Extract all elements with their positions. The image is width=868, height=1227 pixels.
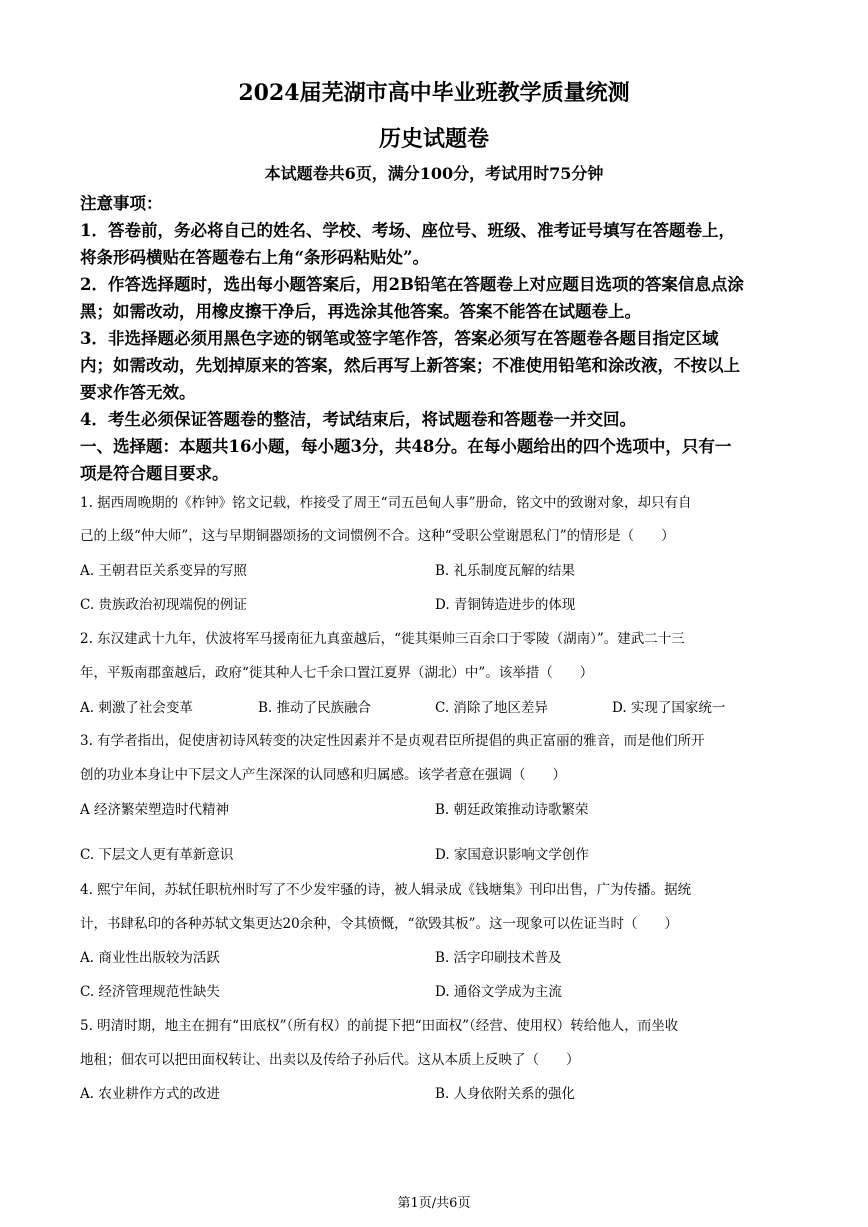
notice-line: 1．答卷前，务必将自己的姓名、学校、考场、座位号、班级、准考证号填写在答题卷上， [80, 221, 735, 240]
question-2-stem-line1: 2. 东汉建武十九年，伏波将军马援南征九真蛮越后，“徙其渠帅三百余口于零陵（湖南）”。建武二十三 [80, 631, 685, 647]
question-4-option-c[interactable]: C. 经济管理规范性缺失 [80, 984, 220, 1000]
exam-subtitle: 历史试题卷 [378, 126, 489, 152]
question-1-option-b[interactable]: B. 礼乐制度瓦解的结果 [435, 563, 576, 579]
notice-line: 内；如需改动，先划掉原来的答案，然后再写上新答案；不准使用铅笔和涂改液，不按以上 [80, 356, 740, 375]
question-5-stem-line2: 地租；佃农可以把田面权转让、出卖以及传给子孙后代。这从本质上反映了（ ） [80, 1052, 580, 1068]
notice-line: 要求作答无效。 [80, 383, 196, 402]
question-4-stem-line2: 计，书肆私印的各种苏轼文集更达20余种，令其愤慨，“欲毁其板”。这一现象可以佐证当时（ ） [80, 916, 678, 932]
notice-line: 3．非选择题必须用黑色字迹的钢笔或签字笔作答，答案必须写在答题卷各题目指定区域 [80, 329, 719, 348]
section-heading-line2: 项是符合题目要求。 [80, 464, 229, 483]
question-3-stem-line2: 创的功业本身让中下层文人产生深深的认同感和归属感。该学者意在强调（ ） [80, 767, 566, 783]
notice-line: 将条形码横贴在答题卷右上角“条形码粘贴处”。 [80, 248, 429, 267]
question-5-option-b[interactable]: B. 人身依附关系的强化 [435, 1086, 576, 1102]
question-1-option-a[interactable]: A. 王朝君臣关系变异的写照 [80, 563, 247, 579]
question-4-stem-line1: 4. 熙宁年间，苏轼任职杭州时写了不少发牢骚的诗，被人辑录成《钱塘集》刊印出售，广为传播。据统 [80, 882, 692, 898]
question-4-option-a[interactable]: A. 商业性出版较为活跃 [80, 950, 220, 966]
question-5-stem-line1: 5. 明清时期，地主在拥有“田底权”（所有权）的前提下把“田面权”（经营、使用权）转给他人，而坐收 [80, 1018, 679, 1034]
notice-line: 4．考生必须保证答题卷的整洁，考试结束后，将试题卷和答题卷一并交回。 [80, 410, 636, 429]
question-1-option-d[interactable]: D. 青铜铸造进步的体现 [435, 597, 576, 613]
question-1-stem-line2: 己的上级“仲大师”，这与早期铜器颂扬的文词惯例不合。这种“受职公堂谢恩私门”的情形是（ ） [80, 528, 675, 544]
question-3-option-b[interactable]: B. 朝廷政策推动诗歌繁荣 [435, 802, 589, 818]
question-2-option-d[interactable]: D. 实现了国家统一 [612, 700, 726, 716]
question-3-option-a[interactable]: A 经济繁荣塑造时代精神 [80, 802, 230, 818]
question-4-option-d[interactable]: D. 通俗文学成为主流 [435, 984, 562, 1000]
exam-info: 本试题卷共6页，满分100分，考试用时75分钟 [264, 164, 604, 183]
question-2-option-b[interactable]: B. 推动了民族融合 [258, 700, 372, 716]
section-heading-line1: 一、选择题：本题共16小题，每小题3分，共48分。在每小题给出的四个选项中，只有一 [80, 437, 732, 456]
question-2-stem-line2: 年，平叛南郡蛮越后，政府“徙其种人七千余口置江夏界（湖北）中”。该举措（ ） [80, 665, 594, 681]
question-2-option-a[interactable]: A. 刺激了社会变革 [80, 700, 193, 716]
notice-line: 2．作答选择题时，选出每小题答案后，用2B铅笔在答题卷上对应题目选项的答案信息点涂 [80, 275, 744, 294]
page-footer: 第1页/共6页 [397, 1196, 471, 1211]
question-3-option-c[interactable]: C. 下层文人更有革新意识 [80, 847, 234, 863]
exam-title: 2024届芜湖市高中毕业班教学质量统测 [238, 80, 630, 106]
question-3-stem-line1: 3. 有学者指出，促使唐初诗风转变的决定性因素并不是贞观君臣所提倡的典正富丽的雅音，而是他们所开 [80, 733, 705, 749]
question-1-stem-line1: 1. 据西周晚期的《柞钟》铭文记载，柞接受了周王“司五邑甸人事”册命，铭文中的致谢对象，却只有自 [80, 495, 692, 511]
question-4-option-b[interactable]: B. 活字印刷技术普及 [435, 950, 562, 966]
question-2-option-c[interactable]: C. 消除了地区差异 [435, 700, 548, 716]
notice-heading: 注意事项： [80, 194, 163, 213]
notice-line: 黑；如需改动，用橡皮擦干净后，再选涂其他答案。答案不能答在试题卷上。 [80, 302, 641, 321]
question-5-option-a[interactable]: A. 农业耕作方式的改进 [80, 1086, 220, 1102]
question-3-option-d[interactable]: D. 家国意识影响文学创作 [435, 847, 589, 863]
question-1-option-c[interactable]: C. 贵族政治初现端倪的例证 [80, 597, 247, 613]
